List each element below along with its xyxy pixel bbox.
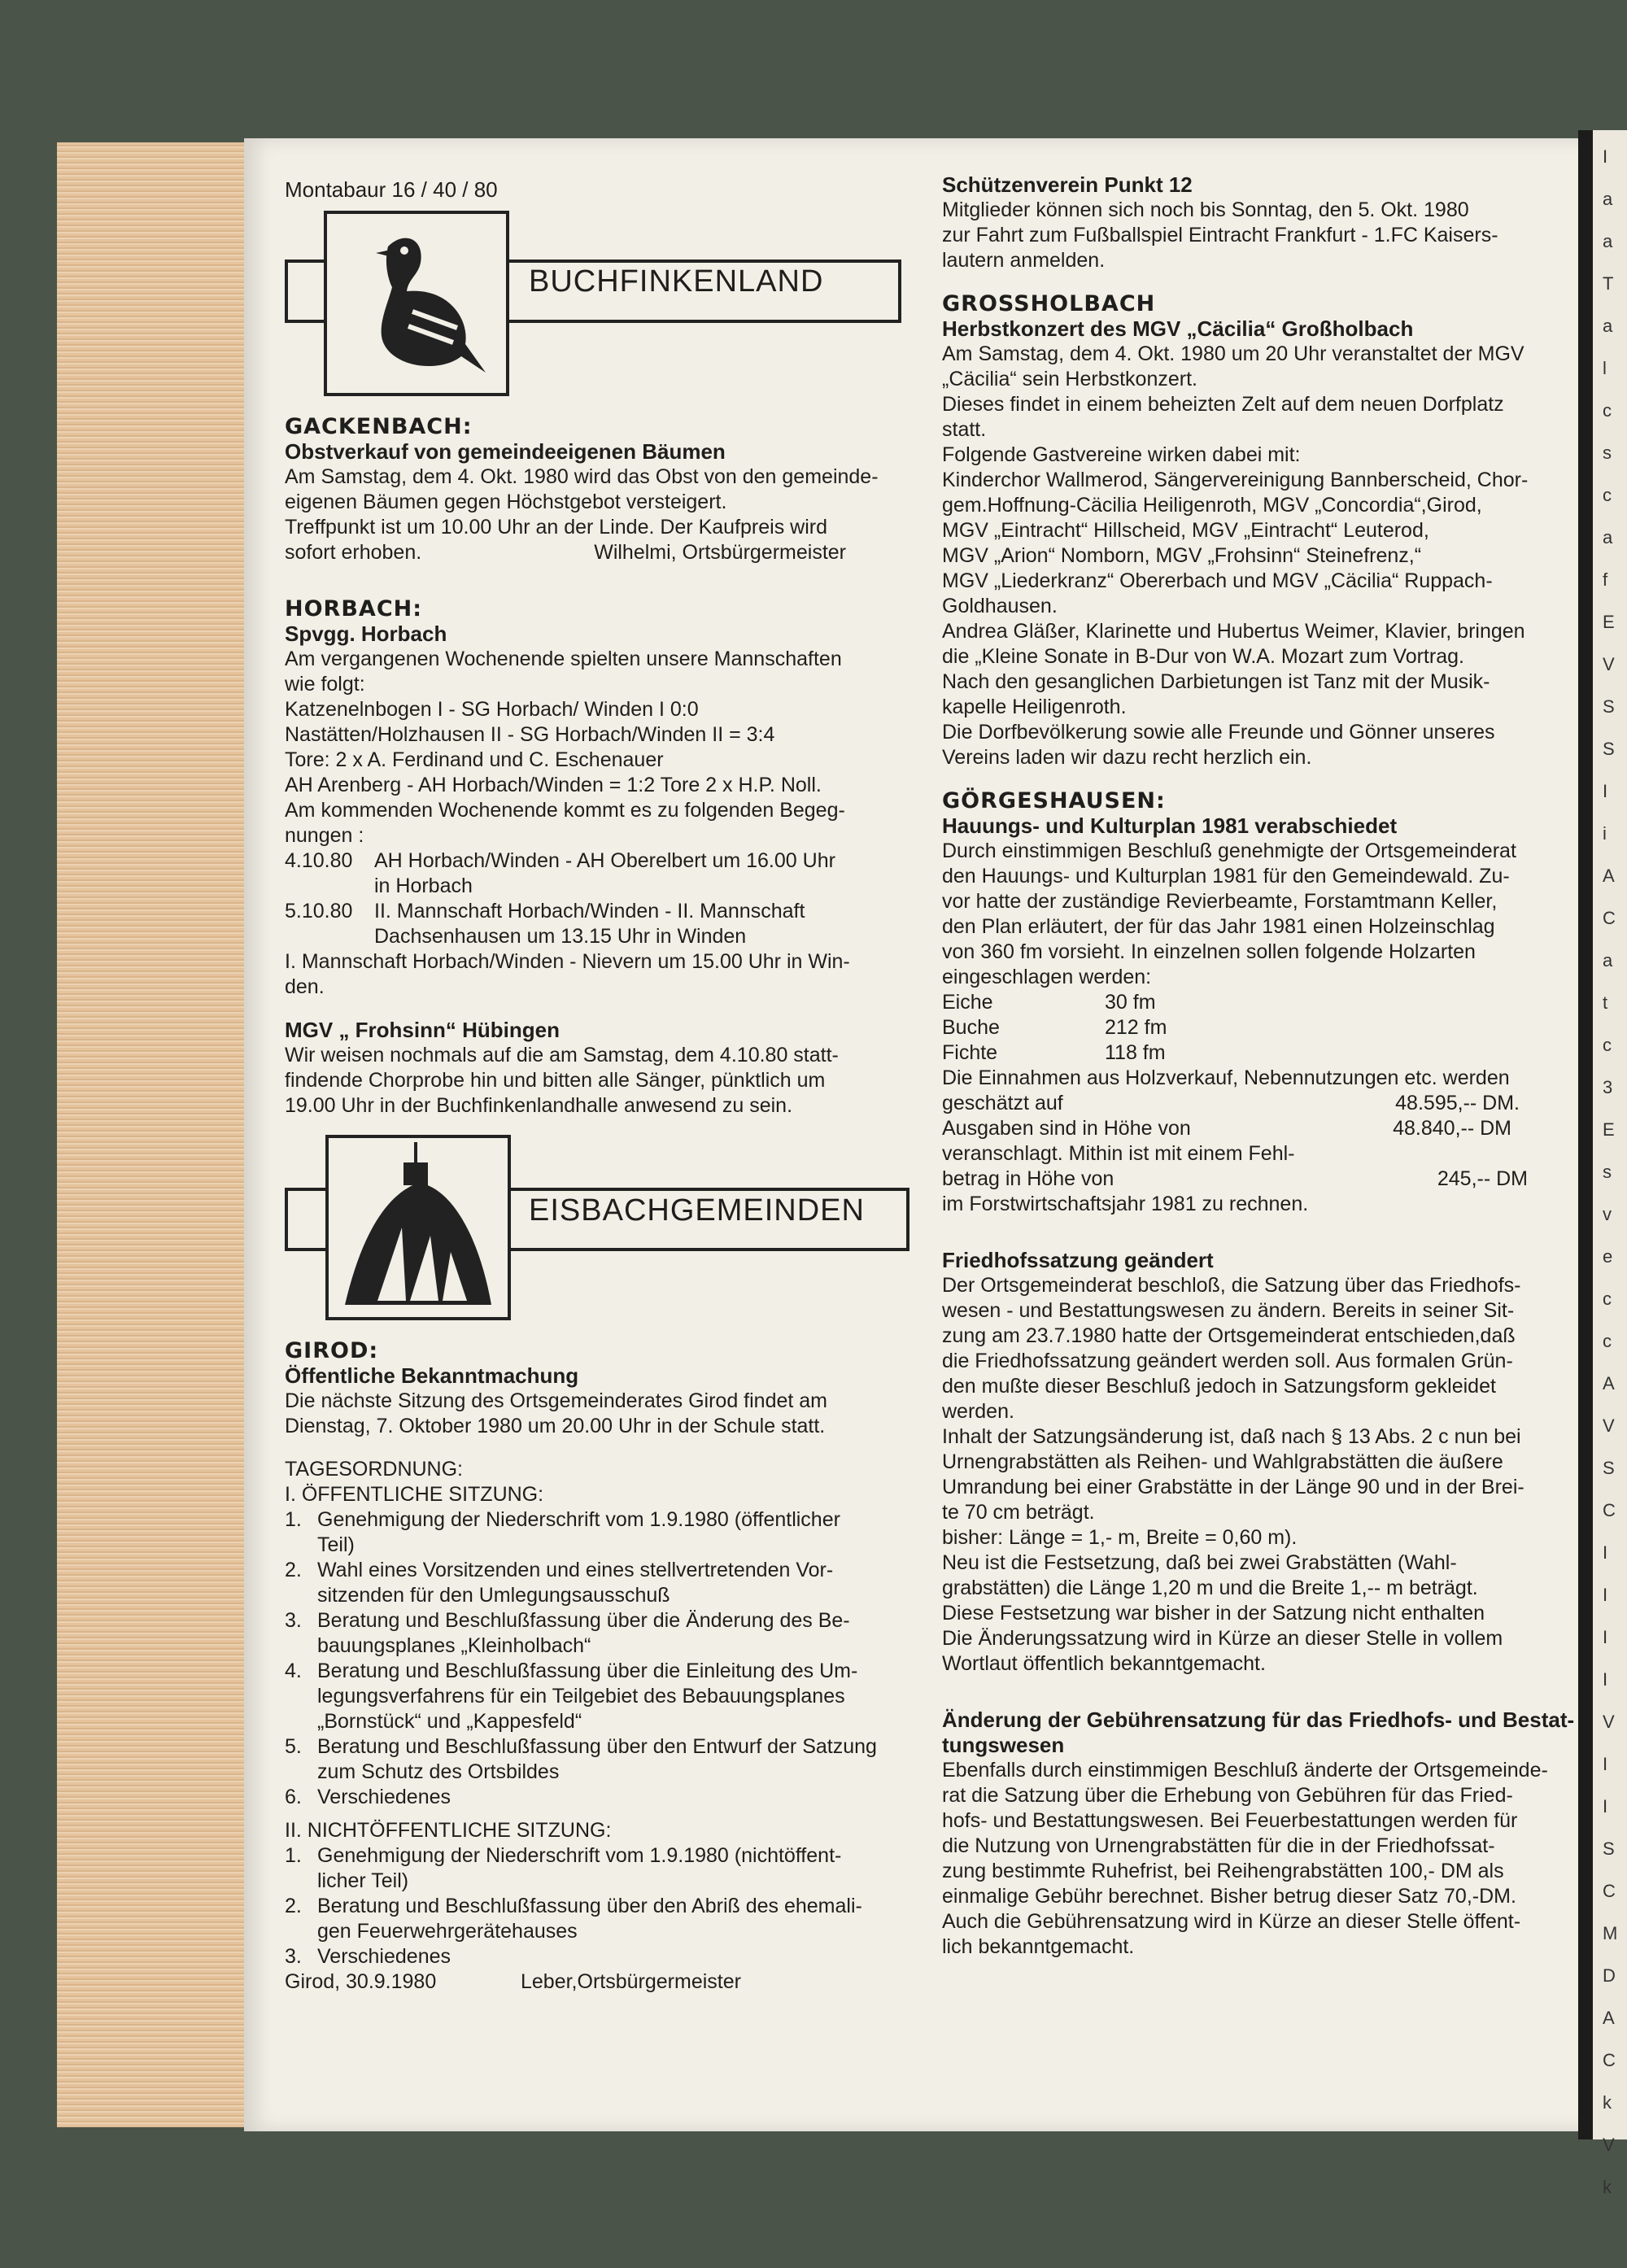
text-line: die „Kleine Sonate in B-Dur von W.A. Mozart zum Vortrag.	[942, 645, 1464, 668]
text-line: I. Mannschaft Horbach/Winden - Nievern um 15.00 Uhr in Win-	[285, 950, 850, 973]
agenda-text: Beratung und Beschlußfassung über den Entwurf der Satzung	[317, 1735, 877, 1758]
text-line: zur Fahrt zum Fußballspiel Eintracht Frankfurt - 1.FC Kaisers-	[942, 224, 1498, 246]
book-gutter	[1578, 130, 1594, 2139]
agenda-number: 3.	[285, 1945, 302, 1968]
wood-amount: 118 fm	[1105, 1041, 1166, 1064]
text-line: Ausgaben sind in Höhe von	[942, 1117, 1191, 1140]
agenda-text: „Bornstück“ und „Kappesfeld“	[317, 1710, 582, 1733]
agenda-item	[285, 1583, 895, 1608]
agenda-item	[285, 1633, 895, 1659]
next-page-letter: k	[1603, 2092, 1612, 2113]
subheading: Obstverkauf von gemeindeeigenen Bäumen	[285, 439, 726, 464]
next-page-letter: I	[1603, 1585, 1608, 1605]
agenda-text: Beratung und Beschlußfassung über die Einleitung des Um-	[317, 1660, 858, 1682]
agenda-text: bauungsplanes „Kleinholbach“	[317, 1634, 591, 1657]
text-line: Inhalt der Satzungsänderung ist, daß nach § 13 Abs. 2 c nun bei	[942, 1425, 1521, 1448]
text-line: den Hauungs- und Kulturplan 1981 für den Gemeindewald. Zu-	[942, 865, 1510, 888]
text-line: sofort erhoben.	[285, 541, 422, 564]
text-line: Mitglieder können sich noch bis Sonntag, den 5. Okt. 1980	[942, 198, 1469, 221]
text-line: veranschlagt. Mithin ist mit einem Fehl-	[942, 1142, 1295, 1165]
heading-girod: GIROD:	[285, 1338, 379, 1363]
agenda-text: sitzenden für den Umlegungsausschuß	[317, 1584, 670, 1607]
next-page-letter: c	[1603, 1289, 1612, 1309]
next-page-letter: I	[1603, 146, 1608, 167]
text-line: rat die Satzung über die Erhebung von Gebühren für das Fried-	[942, 1784, 1513, 1807]
text-line: von 360 fm vorsieht. In einzelnen sollen folgende Holzarten	[942, 940, 1476, 963]
heading-grossholbach: GROSSHOLBACH	[942, 291, 1156, 316]
next-page-letter: S	[1603, 739, 1615, 759]
amount: 48.840,-- DM	[1393, 1117, 1511, 1140]
subheading: MGV „ Frohsinn“ Hübingen	[285, 1018, 560, 1042]
text-line: wie folgt:	[285, 673, 365, 696]
text-line: Wortlaut öffentlich bekanntgemacht.	[942, 1652, 1266, 1675]
subheading: Friedhofssatzung geändert	[942, 1248, 1214, 1272]
banner-eisbachgemeinden	[285, 1135, 895, 1322]
agenda-item	[285, 1507, 895, 1533]
next-page-letter: C	[1603, 1500, 1616, 1520]
agenda-number	[285, 1633, 317, 1659]
text-line: Goldhausen.	[942, 595, 1058, 617]
next-page-letter: I	[1603, 781, 1608, 801]
agenda-text: Beratung und Beschlußfassung über die Änderung des Be-	[317, 1609, 850, 1632]
agenda-item	[285, 1558, 895, 1583]
wood-amount: 30 fm	[1105, 991, 1156, 1014]
text-line: werden.	[942, 1400, 1014, 1423]
next-page-letter: a	[1603, 231, 1613, 251]
next-page-letter: i	[1603, 823, 1607, 844]
text-line: AH Arenberg - AH Horbach/Winden = 1:2 Tore 2 x H.P. Noll.	[285, 774, 822, 796]
text-line: wesen - und Bestattungswesen zu ändern. Bereits in seiner Sit-	[942, 1299, 1515, 1322]
agenda-number	[285, 1919, 317, 1944]
text-line: gem.Hoffnung-Cäcilia Heiligenroth, MGV „Concordia“,Girod,	[942, 494, 1482, 517]
agenda-number	[285, 1760, 317, 1785]
next-page-letter: a	[1603, 189, 1613, 209]
text-line: MGV „Eintracht“ Hillscheid, MGV „Eintracht“ Leuterod,	[942, 519, 1429, 542]
text-line: nungen :	[285, 824, 364, 847]
agenda-item	[285, 1919, 895, 1944]
agenda-section: I. ÖFFENTLICHE SITZUNG:	[285, 1483, 544, 1506]
agenda-text: Beratung und Beschlußfassung über den Abriß des ehemali-	[317, 1895, 862, 1917]
agenda-number: 2.	[285, 1559, 302, 1581]
text-line: Die Dorfbevölkerung sowie alle Freunde und Gönner unseres	[942, 721, 1495, 744]
subheading: Spvgg. Horbach	[285, 622, 447, 646]
agenda-item	[285, 1894, 895, 1919]
signature: Leber,Ortsbürgermeister	[521, 1970, 741, 1993]
agenda-item	[285, 1734, 895, 1760]
date: 4.10.80	[285, 849, 353, 872]
agenda-text: Verschiedenes	[317, 1786, 451, 1808]
agenda-text: Genehmigung der Niederschrift vom 1.9.1980 (öffentlicher	[317, 1508, 840, 1531]
text-line: Nastätten/Holzhausen II - SG Horbach/Winden II = 3:4	[285, 723, 775, 746]
subheading: Änderung der Gebührensatzung für das Friedhofs- und Bestat-	[942, 1708, 1575, 1732]
agenda-number: 6.	[285, 1786, 302, 1808]
next-page-letter: M	[1603, 1923, 1618, 1943]
next-page-letter: s	[1603, 1162, 1612, 1182]
place-date: Girod, 30.9.1980	[285, 1970, 437, 1993]
text-line: kapelle Heiligenroth.	[942, 696, 1127, 718]
text-line: Umrandung bei einer Grabstätte in der Länge 90 und in der Brei-	[942, 1476, 1524, 1498]
subheading: tungswesen	[942, 1733, 1065, 1757]
agenda-text: Teil)	[317, 1533, 355, 1556]
text-line: betrag in Höhe von	[942, 1167, 1114, 1190]
page-header: Montabaur 16 / 40 / 80	[285, 177, 498, 202]
next-page-letter: A	[1603, 2008, 1615, 2028]
signature: Wilhelmi, Ortsbürgermeister	[594, 541, 846, 564]
next-page-letter: s	[1603, 443, 1612, 463]
next-page-letter: a	[1603, 316, 1613, 336]
subheading: Schützenverein Punkt 12	[942, 172, 1193, 197]
text-line: Am vergangenen Wochenende spielten unsere Mannschaften	[285, 648, 842, 670]
text-line: den mußte dieser Beschluß jedoch in Satzungsform gekleidet	[942, 1375, 1496, 1398]
church-hill-icon	[325, 1135, 511, 1320]
agenda-text: legungsverfahrens für ein Teilgebiet des Bebauungsplanes	[317, 1685, 845, 1708]
text-line: den.	[285, 975, 325, 998]
agenda-item	[285, 1659, 895, 1684]
agenda-text: Wahl eines Vorsitzenden und eines stellvertretenden Vor-	[317, 1559, 834, 1581]
subheading: Herbstkonzert des MGV „Cäcilia“ Großholbach	[942, 316, 1414, 341]
text-line: MGV „Arion“ Nomborn, MGV „Frohsinn“ Steinefrenz,“	[942, 544, 1422, 567]
text-line: Andrea Gläßer, Klarinette und Hubertus Weimer, Klavier, bringen	[942, 620, 1525, 643]
text-line: MGV „Liederkranz“ Obererbach und MGV „Cäcilia“ Ruppach-	[942, 569, 1493, 592]
next-page-letter: t	[1603, 992, 1608, 1013]
text-line: Dachsenhausen um 13.15 Uhr in Winden	[374, 925, 747, 948]
next-page-letter: C	[1603, 1881, 1616, 1901]
agenda-number	[285, 1709, 317, 1734]
text-line: Auch die Gebührensatzung wird in Kürze an dieser Stelle öffent-	[942, 1910, 1521, 1933]
next-page-letter: 3	[1603, 1077, 1613, 1097]
heading-goergeshausen: GÖRGESHAUSEN:	[942, 788, 1166, 813]
text-line: geschätzt auf	[942, 1092, 1063, 1114]
text-line: die Nutzung von Urnengrabstätten für die in der Friedhofssat-	[942, 1834, 1495, 1857]
agenda-text: zum Schutz des Ortsbildes	[317, 1760, 560, 1783]
amount: 245,-- DM	[1437, 1167, 1528, 1190]
next-page-letter: I	[1603, 1627, 1608, 1647]
text-line: bisher: Länge = 1,- m, Breite = 0,60 m).	[942, 1526, 1298, 1549]
next-page-letter: V	[1603, 1712, 1615, 1732]
agenda-text: Genehmigung der Niederschrift vom 1.9.1980 (nichtöffent-	[317, 1844, 842, 1867]
agenda-item	[285, 1608, 895, 1633]
amount: 48.595,-- DM.	[1395, 1092, 1520, 1114]
next-page-letter: V	[1603, 1415, 1615, 1436]
text-line: Die Änderungssatzung wird in Kürze an dieser Stelle in vollem	[942, 1627, 1503, 1650]
text-line: Vereins laden wir dazu recht herzlich ein.	[942, 746, 1312, 769]
text-line: Nach den gesanglichen Darbietungen ist Tanz mit der Musik-	[942, 670, 1490, 693]
next-page-letter: I	[1603, 1669, 1608, 1690]
next-page-letter: c	[1603, 1035, 1612, 1055]
text-line: die Friedhofssatzung geändert werden soll. Aus formalen Grün-	[942, 1350, 1513, 1372]
next-page-letter: v	[1603, 1204, 1612, 1224]
next-page-letter: C	[1603, 2050, 1616, 2070]
agenda-section: II. NICHTÖFFENTLICHE SITZUNG:	[285, 1819, 612, 1842]
next-page-letter: S	[1603, 696, 1615, 717]
text-line: Dienstag, 7. Oktober 1980 um 20.00 Uhr in der Schule statt.	[285, 1415, 826, 1437]
next-page-letter: a	[1603, 527, 1613, 547]
agenda-number	[285, 1869, 317, 1894]
text-line: Ebenfalls durch einstimmigen Beschluß änderte der Ortsgemeinde-	[942, 1759, 1548, 1782]
agenda-number: 3.	[285, 1609, 302, 1632]
text-line: zung am 23.7.1980 hatte der Ortsgemeinderat entschieden,daß	[942, 1324, 1516, 1347]
text-line: einmalige Gebühr berechnet. Bisher betrug dieser Satz 70,-DM.	[942, 1885, 1516, 1908]
agenda-number	[285, 1533, 317, 1558]
text-line: zung bestimmte Ruhefrist, bei Reihengrabstätten 100,- DM als	[942, 1860, 1504, 1882]
next-page-letter: I	[1603, 1542, 1608, 1563]
left-column	[285, 177, 895, 1995]
text-line: Neu ist die Festsetzung, daß bei zwei Grabstätten (Wahl-	[942, 1551, 1457, 1574]
text-line: Am Samstag, dem 4. Okt. 1980 um 20 Uhr veranstaltet der MGV	[942, 342, 1524, 365]
text-line: eigenen Bäumen gegen Höchstgebot versteigert.	[285, 491, 727, 513]
next-page-letter: S	[1603, 1838, 1615, 1859]
text-line: Katzenelnbogen I - SG Horbach/ Winden I 0:0	[285, 698, 699, 721]
text-line: hofs- und Bestattungswesen. Bei Feuerbestattungen werden für	[942, 1809, 1518, 1832]
next-page-letter: c	[1603, 400, 1612, 421]
next-page-letter: I	[1603, 1754, 1608, 1774]
next-page-letter: k	[1603, 2177, 1612, 2197]
agenda-title: TAGESORDNUNG:	[285, 1458, 463, 1481]
next-page-letter: E	[1603, 1119, 1615, 1140]
agenda-item	[285, 1944, 895, 1969]
agenda-item	[285, 1869, 895, 1894]
text-line: in Horbach	[374, 874, 473, 897]
text-line: Diese Festsetzung war bisher in der Satzung nicht enthalten	[942, 1602, 1485, 1625]
agenda-number	[285, 1583, 317, 1608]
text-line: Am kommenden Wochenende kommt es zu folgenden Begeg-	[285, 799, 845, 822]
agenda-text: licher Teil)	[317, 1869, 409, 1892]
book-page-edges	[57, 142, 246, 2127]
agenda-number: 1.	[285, 1844, 302, 1867]
subheading: Hauungs- und Kulturplan 1981 verabschiedet	[942, 813, 1398, 838]
text-line: Folgende Gastvereine wirken dabei mit:	[942, 443, 1301, 466]
next-page-fragment	[1593, 130, 1627, 2197]
bird-icon	[324, 211, 509, 396]
text-line: vor hatte der zuständige Revierbeamte, Forstamtmann Keller,	[942, 890, 1498, 913]
text-line: Dieses findet in einem beheizten Zelt auf dem neuen Dorfplatz	[942, 393, 1504, 416]
wood-type: Eiche	[942, 991, 993, 1014]
agenda-number: 1.	[285, 1508, 302, 1531]
next-page-letter: C	[1603, 908, 1616, 928]
agenda-item	[285, 1760, 895, 1785]
agenda-text: gen Feuerwehrgerätehauses	[317, 1920, 578, 1943]
date: 5.10.80	[285, 900, 353, 922]
next-page-letter: E	[1603, 612, 1615, 632]
wood-amount: 212 fm	[1105, 1016, 1167, 1039]
text-line: Treffpunkt ist um 10.00 Uhr an der Linde. Der Kaufpreis wird	[285, 516, 827, 539]
next-page-letter: a	[1603, 950, 1613, 970]
text-line: II. Mannschaft Horbach/Winden - II. Mannschaft	[374, 900, 805, 922]
agenda-number: 2.	[285, 1895, 302, 1917]
next-page-letter: V	[1603, 654, 1615, 674]
next-page-letter: S	[1603, 1458, 1615, 1478]
next-page-letter: D	[1603, 1965, 1616, 1986]
next-page-letter: f	[1603, 569, 1608, 590]
text-line: grabstätten) die Länge 1,20 m und die Breite 1,-- m beträgt.	[942, 1577, 1478, 1599]
text-line: Die Einnahmen aus Holzverkauf, Nebennutzungen etc. werden	[942, 1066, 1510, 1089]
text-line: den Plan erläutert, der für das Jahr 1981 einen Holzeinschlag	[942, 915, 1495, 938]
text-line: AH Horbach/Winden - AH Oberelbert um 16.00 Uhr	[374, 849, 835, 872]
heading-horbach: HORBACH:	[285, 596, 423, 622]
text-line: Am Samstag, dem 4. Okt. 1980 wird das Obst von den gemeinde-	[285, 465, 879, 488]
heading-gackenbach: GACKENBACH:	[285, 414, 473, 439]
agenda-item	[285, 1533, 895, 1558]
next-page-letter: V	[1603, 2135, 1615, 2155]
next-page-letter: c	[1603, 485, 1612, 505]
agenda-number: 4.	[285, 1660, 302, 1682]
text-line: 19.00 Uhr in der Buchfinkenlandhalle anwesend zu sein.	[285, 1094, 793, 1117]
agenda-item	[285, 1684, 895, 1709]
text-line: Die nächste Sitzung des Ortsgemeinderates Girod findet am	[285, 1389, 828, 1412]
next-page-letter: l	[1603, 358, 1607, 378]
text-line: Urnengrabstätten als Reihen- und Wahlgrabstätten die äußere	[942, 1450, 1503, 1473]
text-line: findende Chorprobe hin und bitten alle Sänger, pünktlich um	[285, 1069, 826, 1092]
text-line: eingeschlagen werden:	[942, 966, 1152, 988]
agenda-number: 5.	[285, 1735, 302, 1758]
next-page-letter: c	[1603, 1331, 1612, 1351]
next-page-letter: T	[1603, 273, 1614, 294]
text-line: Tore: 2 x A. Ferdinand und C. Eschenauer	[285, 748, 664, 771]
banner-buchfinkenland	[285, 211, 895, 398]
text-line: lich bekanntgemacht.	[942, 1935, 1135, 1958]
text-line: te 70 cm beträgt.	[942, 1501, 1095, 1524]
next-page-letter: A	[1603, 1373, 1615, 1394]
subheading: Öffentliche Bekanntmachung	[285, 1363, 579, 1388]
right-column	[942, 172, 1577, 1960]
text-line: im Forstwirtschaftsjahr 1981 zu rechnen.	[942, 1193, 1309, 1215]
wood-type: Buche	[942, 1016, 1000, 1039]
text-line: Kinderchor Wallmerod, Sängervereinigung Bannberscheid, Chor-	[942, 469, 1529, 491]
text-line: Wir weisen nochmals auf die am Samstag, dem 4.10.80 statt-	[285, 1044, 839, 1066]
banner-title: BUCHFINKENLAND	[529, 264, 824, 299]
wood-type: Fichte	[942, 1041, 998, 1064]
next-page-letter: I	[1603, 1796, 1608, 1817]
next-page-letter: A	[1603, 866, 1615, 886]
text-line: statt.	[942, 418, 987, 441]
agenda-number	[285, 1684, 317, 1709]
banner-title: EISBACHGEMEINDEN	[529, 1193, 865, 1228]
next-page-letter: e	[1603, 1246, 1613, 1267]
text-line: „Cäcilia“ sein Herbstkonzert.	[942, 368, 1197, 390]
agenda-text: Verschiedenes	[317, 1945, 451, 1968]
agenda-item	[285, 1709, 895, 1734]
agenda-item	[285, 1785, 895, 1810]
agenda-item	[285, 1843, 895, 1869]
text-line: Durch einstimmigen Beschluß genehmigte der Ortsgemeinderat	[942, 840, 1516, 862]
text-line: Der Ortsgemeinderat beschloß, die Satzung über das Friedhofs-	[942, 1274, 1521, 1297]
text-line: lautern anmelden.	[942, 249, 1106, 272]
